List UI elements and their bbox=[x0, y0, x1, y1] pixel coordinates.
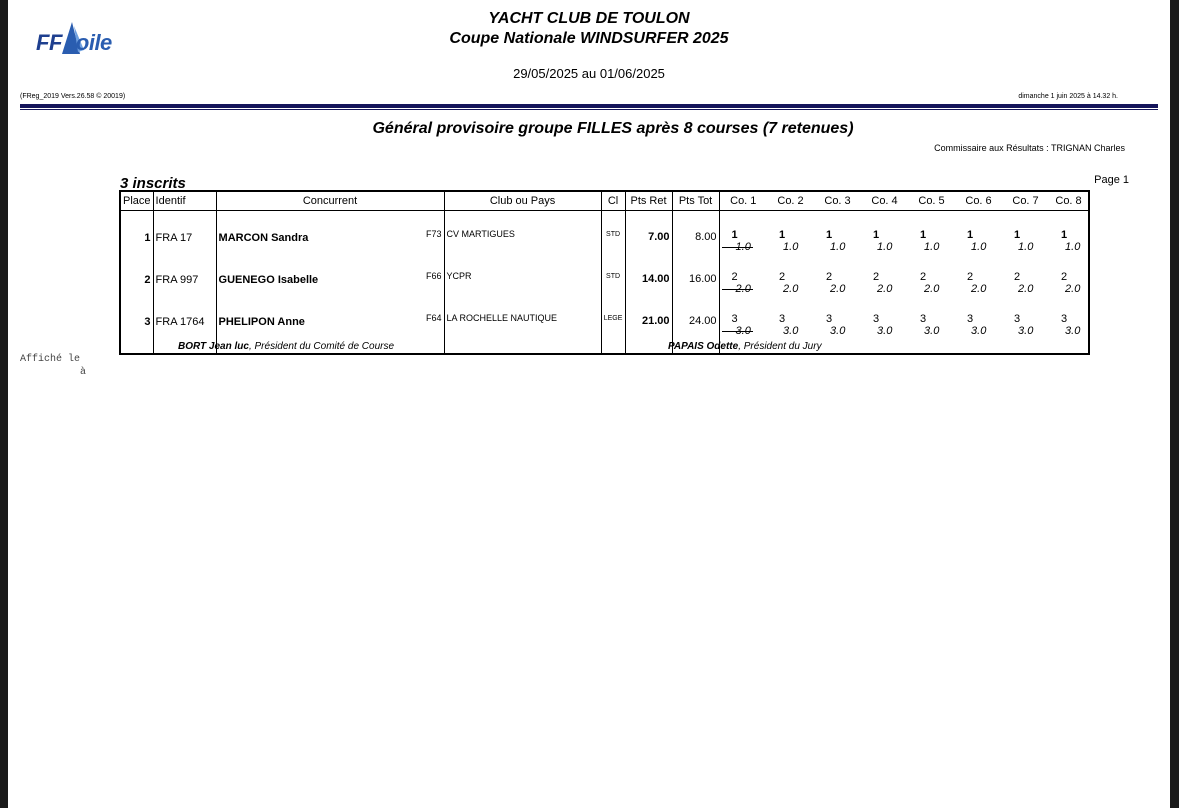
col-header-pts-tot: Pts Tot bbox=[672, 191, 719, 211]
race-rank: 2 bbox=[920, 271, 927, 283]
header-rule-thin bbox=[20, 109, 1158, 110]
race-score bbox=[863, 283, 906, 295]
score-value: 1.0 bbox=[783, 241, 799, 253]
race-rank: 1 bbox=[873, 229, 880, 241]
race-rank: 3 bbox=[967, 313, 974, 325]
score-value: 2.0 bbox=[830, 283, 846, 295]
col-header-co3: Co. 3 bbox=[814, 191, 861, 211]
race-score bbox=[1051, 325, 1086, 337]
race-rank: 3 bbox=[731, 313, 738, 325]
general-ranking-title: Général provisoire groupe FILLES après 8 courses (7 retenues) bbox=[372, 120, 854, 137]
race-rank: 1 bbox=[920, 229, 927, 241]
score-value: 1.0 bbox=[971, 241, 987, 253]
printed-timestamp: dimanche 1 juin 2025 à 14.32 h. bbox=[1018, 93, 1118, 100]
race-score bbox=[816, 241, 859, 253]
race-5-result bbox=[908, 305, 955, 347]
posted-label bbox=[20, 353, 86, 379]
row-category-code: F73 bbox=[426, 229, 442, 239]
col-header-co6: Co. 6 bbox=[955, 191, 1002, 211]
score-value: 3.0 bbox=[877, 325, 893, 337]
race-rank: 3 bbox=[873, 313, 880, 325]
race-score bbox=[910, 283, 953, 295]
score-value: 2.0 bbox=[877, 283, 893, 295]
score-value: 1.0 bbox=[830, 241, 846, 253]
event-dates: 29/05/2025 au 01/06/2025 bbox=[513, 66, 665, 81]
col-header-co1: Co. 1 bbox=[719, 191, 767, 211]
software-version: (FReg_2019 Vers.26.58 © 20019) bbox=[20, 93, 126, 100]
col-header-co8: Co. 8 bbox=[1049, 191, 1089, 211]
race-5-result bbox=[908, 221, 955, 263]
race-2-result bbox=[767, 263, 814, 305]
race-score bbox=[957, 241, 1000, 253]
page-number: Page 1 bbox=[1094, 174, 1129, 186]
header-rule bbox=[20, 104, 1158, 108]
race-score bbox=[722, 283, 766, 295]
row-identif: FRA 997 bbox=[153, 263, 216, 305]
race-rank: 3 bbox=[826, 313, 833, 325]
row-place: 1 bbox=[144, 232, 151, 244]
race-3-result bbox=[814, 221, 861, 263]
race-5-result bbox=[908, 263, 955, 305]
race-rank: 2 bbox=[779, 271, 786, 283]
race-score bbox=[910, 241, 953, 253]
col-header-co4: Co. 4 bbox=[861, 191, 908, 211]
score-value: 3.0 bbox=[1065, 325, 1081, 337]
col-header-club: Club ou Pays bbox=[444, 191, 601, 211]
race-1-result bbox=[719, 221, 767, 263]
discarded-score: 3.0 bbox=[735, 325, 751, 337]
results-page bbox=[8, 0, 1170, 808]
race-rank: 2 bbox=[1014, 271, 1021, 283]
col-header-cl: Cl bbox=[601, 191, 625, 211]
row-pts-ret: 7.00 bbox=[625, 221, 672, 263]
row-pts-tot: 24.00 bbox=[672, 305, 719, 347]
col-header-concurrent: Concurrent bbox=[216, 191, 444, 211]
race-rank: 2 bbox=[731, 271, 738, 283]
race-rank: 2 bbox=[1061, 271, 1068, 283]
race-score bbox=[863, 325, 906, 337]
score-value: 3.0 bbox=[1018, 325, 1034, 337]
race-score bbox=[1004, 241, 1047, 253]
race-rank: 1 bbox=[1014, 229, 1021, 241]
race-committee-president: BORT Jean luc bbox=[178, 341, 249, 352]
race-7-result bbox=[1002, 305, 1049, 347]
score-value: 2.0 bbox=[924, 283, 940, 295]
race-score bbox=[1004, 325, 1047, 337]
race-rank: 2 bbox=[826, 271, 833, 283]
race-rank: 3 bbox=[1014, 313, 1021, 325]
race-rank: 2 bbox=[967, 271, 974, 283]
logo-text-rest: oile bbox=[75, 30, 112, 55]
row-competitor-name: GUENEGO Isabelle bbox=[216, 263, 416, 305]
race-7-result bbox=[1002, 263, 1049, 305]
race-8-result bbox=[1049, 263, 1089, 305]
score-value: 3.0 bbox=[971, 325, 987, 337]
discarded-score: 2.0 bbox=[735, 283, 751, 295]
row-club: YCPR bbox=[444, 263, 601, 305]
score-value: 2.0 bbox=[1065, 283, 1081, 295]
col-header-co7: Co. 7 bbox=[1002, 191, 1049, 211]
score-value: 1.0 bbox=[1018, 241, 1034, 253]
col-header-identif: Identif bbox=[153, 191, 216, 211]
race-score bbox=[722, 325, 766, 337]
race-rank: 1 bbox=[779, 229, 786, 241]
row-pts-tot: 8.00 bbox=[672, 221, 719, 263]
score-value: 3.0 bbox=[830, 325, 846, 337]
score-value: 1.0 bbox=[924, 241, 940, 253]
row-class: STD bbox=[601, 221, 625, 263]
race-1-result bbox=[719, 263, 767, 305]
score-value: 2.0 bbox=[783, 283, 799, 295]
race-4-result bbox=[861, 263, 908, 305]
score-value: 3.0 bbox=[924, 325, 940, 337]
table-row bbox=[120, 263, 1089, 305]
row-pts-tot: 16.00 bbox=[672, 263, 719, 305]
race-rank: 1 bbox=[826, 229, 833, 241]
row-class: LEGE bbox=[601, 305, 625, 347]
race-2-result bbox=[767, 221, 814, 263]
race-score bbox=[1051, 283, 1086, 295]
row-identif: FRA 1764 bbox=[153, 305, 216, 347]
score-value: 1.0 bbox=[1065, 241, 1081, 253]
results-table bbox=[119, 190, 1090, 355]
posted-time-label: à bbox=[80, 367, 87, 378]
score-value: 3.0 bbox=[783, 325, 799, 337]
race-rank: 3 bbox=[1061, 313, 1068, 325]
table-row bbox=[120, 221, 1089, 263]
race-score bbox=[910, 325, 953, 337]
race-6-result bbox=[955, 305, 1002, 347]
race-6-result bbox=[955, 221, 1002, 263]
race-4-result bbox=[861, 305, 908, 347]
race-4-result bbox=[861, 221, 908, 263]
race-rank: 1 bbox=[731, 229, 738, 241]
table-header-row bbox=[120, 191, 1089, 211]
score-value: 1.0 bbox=[877, 241, 893, 253]
race-rank: 1 bbox=[967, 229, 974, 241]
entries-count: 3 inscrits bbox=[120, 175, 186, 192]
race-rank: 3 bbox=[779, 313, 786, 325]
jury-president: PAPAIS Odette bbox=[668, 341, 739, 352]
score-value: 2.0 bbox=[971, 283, 987, 295]
row-pts-ret: 14.00 bbox=[625, 263, 672, 305]
race-score bbox=[816, 283, 859, 295]
row-category-code: F66 bbox=[426, 271, 442, 281]
race-score bbox=[957, 325, 1000, 337]
signature-jury bbox=[668, 341, 822, 352]
score-value: 2.0 bbox=[1018, 283, 1034, 295]
row-competitor-name: MARCON Sandra bbox=[216, 221, 416, 263]
jury-role: , Président du Jury bbox=[738, 341, 822, 352]
col-header-pts-ret: Pts Ret bbox=[625, 191, 672, 211]
race-score bbox=[1051, 241, 1086, 253]
race-committee-role: , Président du Comité de Course bbox=[248, 341, 395, 352]
race-score bbox=[816, 325, 859, 337]
event-title: Coupe Nationale WINDSURFER 2025 bbox=[449, 30, 729, 47]
row-place: 2 bbox=[144, 274, 151, 286]
col-header-co2: Co. 2 bbox=[767, 191, 814, 211]
discarded-score: 1.0 bbox=[735, 241, 751, 253]
row-pts-ret: 21.00 bbox=[625, 305, 672, 347]
race-rank: 3 bbox=[920, 313, 927, 325]
race-6-result bbox=[955, 263, 1002, 305]
race-7-result bbox=[1002, 221, 1049, 263]
race-rank: 1 bbox=[1061, 229, 1068, 241]
row-club: LA ROCHELLE NAUTIQUE bbox=[444, 305, 601, 347]
row-competitor-name: PHELIPON Anne bbox=[216, 305, 416, 347]
row-identif: FRA 17 bbox=[153, 221, 216, 263]
race-score bbox=[722, 241, 766, 253]
race-score bbox=[863, 241, 906, 253]
row-place: 3 bbox=[144, 316, 151, 328]
race-8-result bbox=[1049, 305, 1089, 347]
row-category-code: F64 bbox=[426, 313, 442, 323]
row-class: STD bbox=[601, 263, 625, 305]
race-score bbox=[769, 241, 812, 253]
race-rank: 2 bbox=[873, 271, 880, 283]
club-title: YACHT CLUB DE TOULON bbox=[488, 10, 690, 27]
signature-race-committee bbox=[178, 341, 394, 352]
race-score bbox=[769, 325, 812, 337]
race-3-result bbox=[814, 263, 861, 305]
col-header-place: Place bbox=[120, 191, 153, 211]
row-club: CV MARTIGUES bbox=[444, 221, 601, 263]
race-score bbox=[957, 283, 1000, 295]
commissaire-label: Commissaire aux Résultats : TRIGNAN Charles bbox=[934, 143, 1125, 153]
col-header-co5: Co. 5 bbox=[908, 191, 955, 211]
race-8-result bbox=[1049, 221, 1089, 263]
posted-date-label: Affiché le bbox=[20, 354, 81, 365]
race-score bbox=[1004, 283, 1047, 295]
race-score bbox=[769, 283, 812, 295]
logo-text-ff: FF bbox=[36, 30, 62, 55]
